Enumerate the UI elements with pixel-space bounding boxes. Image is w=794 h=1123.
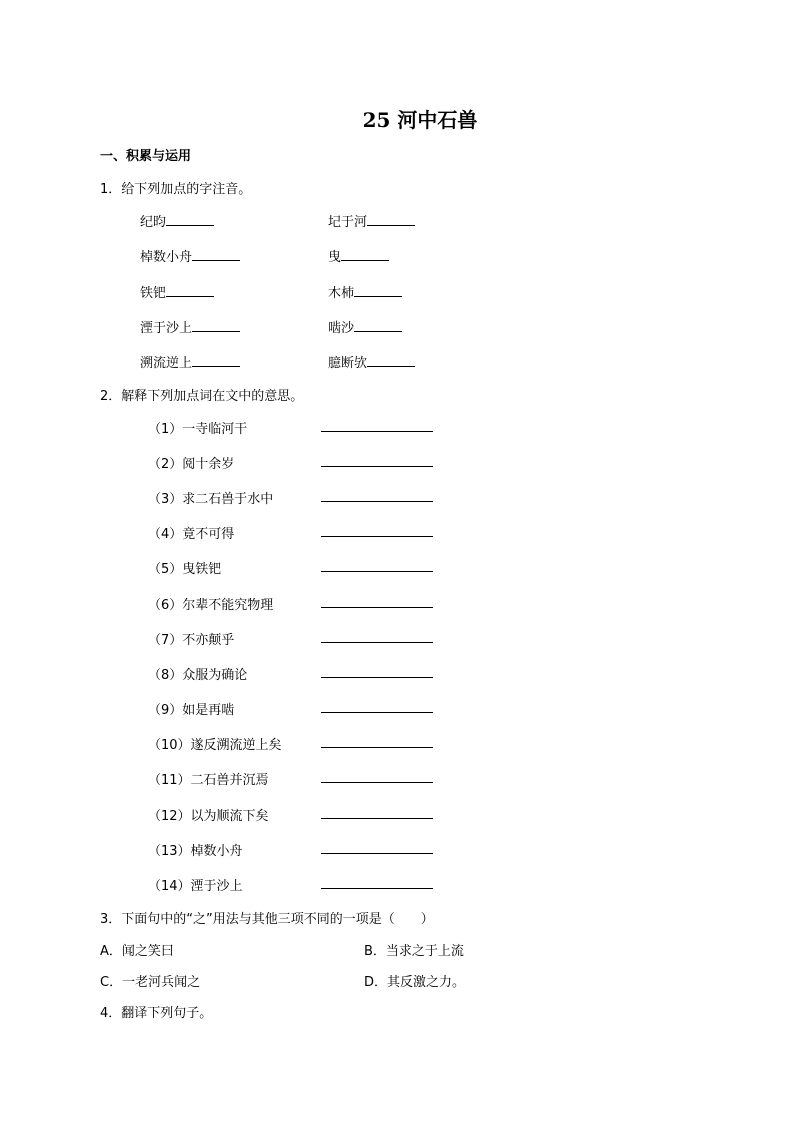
answer-blank[interactable] [192, 319, 240, 332]
answer-line[interactable] [321, 501, 433, 502]
answer-line[interactable] [321, 607, 433, 608]
answer-blank[interactable] [367, 354, 415, 367]
option-a[interactable]: A．闻之笑曰 [100, 944, 174, 959]
definition-item: （10）遂反溯流逆上矣 [148, 738, 282, 753]
answer-line[interactable] [321, 853, 433, 854]
answer-line[interactable] [321, 888, 433, 889]
question-4-label: 4．翻译下列句子。 [100, 1006, 213, 1021]
section-heading: 一、积累与运用 [100, 149, 192, 164]
term: 棹数小舟 [140, 250, 193, 265]
definition-item: （5）曳铁钯 [148, 562, 222, 577]
answer-line[interactable] [321, 818, 433, 819]
term: 啮沙 [328, 321, 355, 336]
answer-line[interactable] [321, 466, 433, 467]
answer-line[interactable] [321, 536, 433, 537]
question-1-label: 1．给下列加点的字注音。 [100, 182, 252, 197]
pinyin-item [140, 317, 240, 336]
option-d[interactable]: D．其反激之力。 [364, 975, 466, 990]
option-b[interactable]: B．当求之于上流 [364, 944, 464, 959]
pinyin-item [328, 211, 415, 230]
pinyin-item [140, 246, 240, 265]
term: 溯流逆上 [140, 356, 193, 371]
option-c[interactable]: C．一老河兵闻之 [100, 975, 201, 990]
pinyin-item [140, 211, 214, 230]
pinyin-item [140, 282, 214, 301]
answer-blank[interactable] [354, 284, 402, 297]
definition-item: （11）二石兽并沉焉 [148, 773, 269, 788]
term: 臆断欤 [328, 356, 368, 371]
answer-line[interactable] [321, 642, 433, 643]
answer-blank[interactable] [192, 248, 240, 261]
definition-item: （8）众服为确论 [148, 668, 248, 683]
pinyin-item [328, 282, 402, 301]
term: 曳 [328, 250, 342, 265]
question-2-label: 2．解释下列加点词在文中的意思。 [100, 389, 304, 404]
definition-item: （4）竟不可得 [148, 527, 235, 542]
answer-blank[interactable] [166, 213, 214, 226]
answer-blank[interactable] [354, 319, 402, 332]
answer-blank[interactable] [192, 354, 240, 367]
definition-item: （12）以为顺流下矣 [148, 809, 269, 824]
page-title: 25 河中石兽 [362, 108, 478, 132]
pinyin-item [328, 352, 415, 371]
term: 湮于沙上 [140, 321, 193, 336]
definition-item: （2）阅十余岁 [148, 457, 235, 472]
definition-item: （1）一寺临河干 [148, 422, 248, 437]
answer-line[interactable] [321, 747, 433, 748]
question-3-label: 3．下面句中的“之”用法与其他三项不同的一项是（ ） [100, 912, 434, 927]
pinyin-item [328, 317, 402, 336]
answer-blank[interactable] [341, 248, 389, 261]
term: 木杮 [328, 286, 355, 301]
term: 圮于河 [328, 215, 368, 230]
answer-line[interactable] [321, 677, 433, 678]
definition-item: （14）湮于沙上 [148, 879, 243, 894]
definition-item: （7）不亦颠乎 [148, 633, 235, 648]
answer-line[interactable] [321, 712, 433, 713]
definition-item: （6）尔辈不能究物理 [148, 598, 274, 613]
pinyin-item [140, 352, 240, 371]
answer-blank[interactable] [166, 284, 214, 297]
pinyin-item [328, 246, 389, 265]
definition-item: （3）求二石兽于水中 [148, 492, 274, 507]
definition-item: （9）如是再啮 [148, 703, 235, 718]
answer-line[interactable] [321, 571, 433, 572]
answer-blank[interactable] [367, 213, 415, 226]
term: 纪昀 [140, 215, 167, 230]
answer-line[interactable] [321, 431, 433, 432]
term: 铁钯 [140, 286, 167, 301]
definition-item: （13）棹数小舟 [148, 844, 243, 859]
answer-line[interactable] [321, 782, 433, 783]
